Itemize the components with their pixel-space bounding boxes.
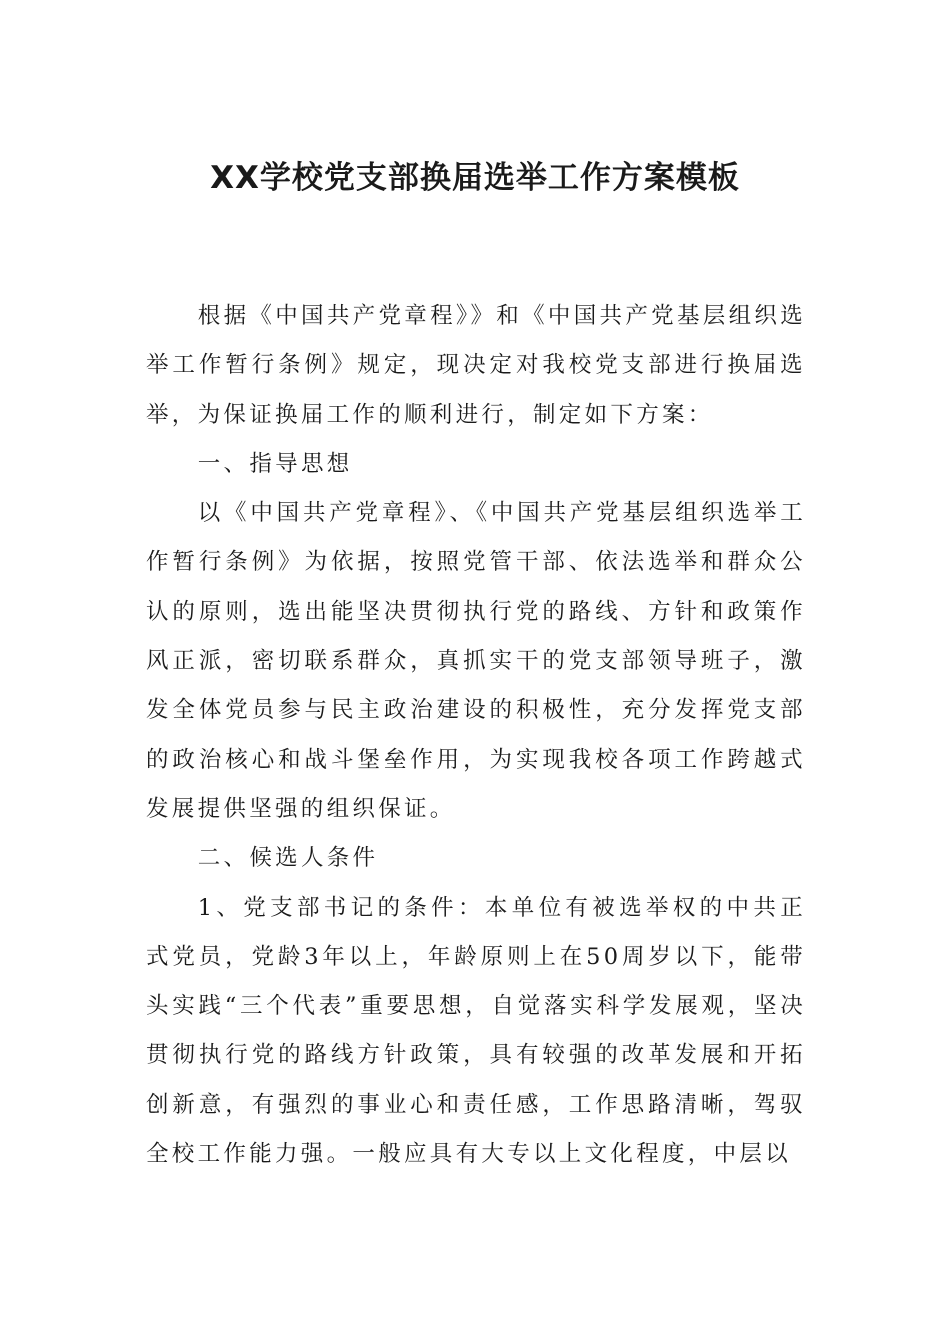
document-body [146, 292, 806, 1179]
section-heading-candidate-conditions: 二、候选人条件 [197, 845, 379, 872]
intro-paragraph: 根据《中国共产党章程》》和《中国共产党基层组织选举工作暂行条例》规定，现决定对我校党支部进行换届选举，为保证换届工作的顺利进行，制定如下方案： [146, 303, 806, 428]
section-heading-guiding-ideology: 一、指导思想 [197, 450, 353, 477]
guiding-ideology-paragraph: 以《中国共产党章程》、《中国共产党基层组织选举工作暂行条例》为依据，按照党管干部、依法选举和群众公认的原则，选出能坚决贯彻执行党的路线、方针和政策作风正派，密切联系群众，真抓实干的党支部领导班子，激发全体党员参与民主政治建设的积极性，充分发挥党支部的政治核心和战斗堡垒作用，为实现我校各项工作跨越式发展提供坚强的组织保证。 [146, 500, 806, 822]
document-title: XX学校党支部换届选举工作方案模板 [210, 160, 740, 196]
secretary-conditions-paragraph: 1、党支部书记的条件：本单位有被选举权的中共正式党员，党龄3年以上，年龄原则上在50周岁以下，能带头实践“三个代表”重要思想，自觉落实科学发展观，坚决贯彻执行党的路线方针政策，具有较强的改革发展和开拓创新意，有强烈的事业心和责任感，工作思路清晰，驾驭全校工作能力强。一般应具有大专以上文化程度，中层以 [146, 894, 806, 1168]
